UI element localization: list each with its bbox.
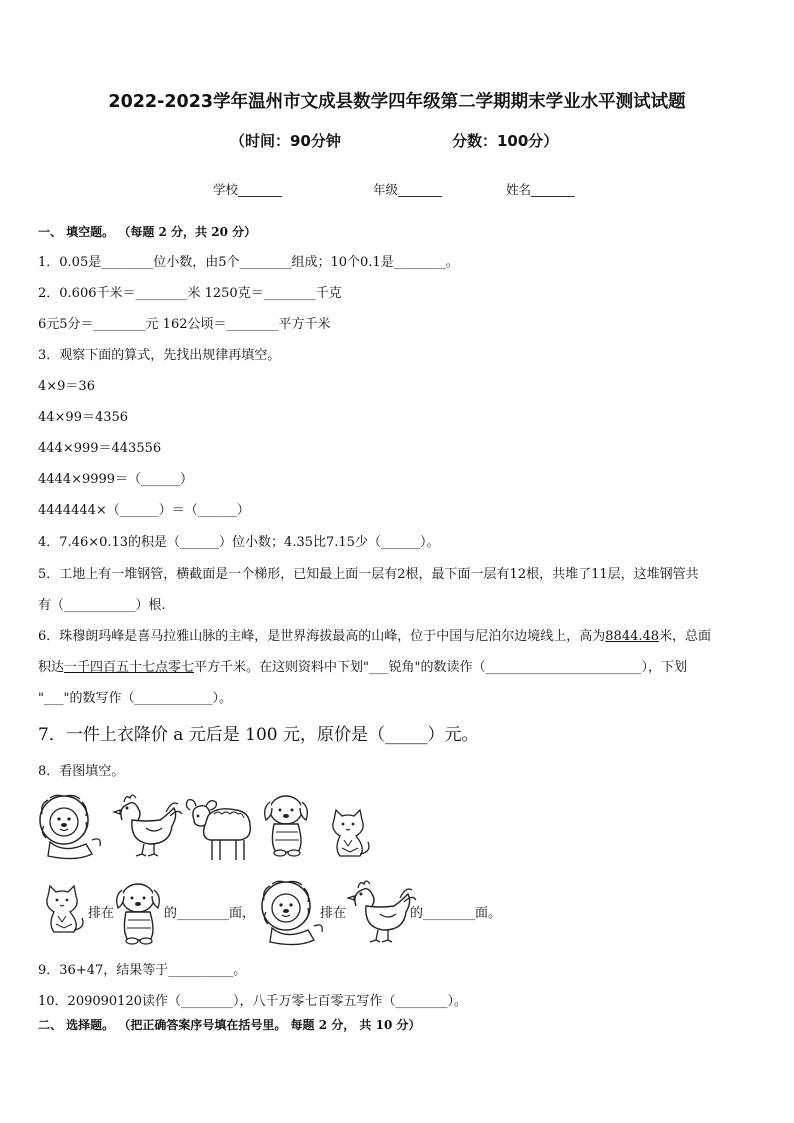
cat-icon: [40, 884, 88, 936]
question-1: 1．0.05是________位小数，由5个________组成；10个0.1是________。: [38, 255, 459, 270]
pai-zai-label-1: 排在: [88, 906, 115, 921]
everest-height: 8844.48: [605, 629, 660, 644]
question-2-line-1: 2．0.606千米＝________米 1250克＝________千克: [38, 286, 342, 301]
question-8: 8．看图填空。: [38, 764, 125, 779]
question-3: 3．观察下面的算式，先找出规律再填空。: [38, 348, 281, 363]
question-6-text-2: 米，总面: [659, 629, 712, 644]
question-6-text-4: 平方千米。在这则资料中下划"___锐角"的数读作（________________________），下划: [194, 660, 687, 675]
question-3-equation-5: 4444444×（______）＝（______）: [38, 503, 250, 518]
question-6-line-2: [38, 656, 687, 675]
question-3-equation-3: 444×999＝443556: [38, 441, 162, 456]
everest-area: 一千四百五十七点零七: [64, 660, 195, 675]
question-6-line-3: "___"的数写作（____________）。: [38, 691, 232, 706]
exam-time: （时间：90分钟: [230, 132, 341, 150]
question-4: 4．7.46×0.13的积是（______）位小数；4.35比7.15少（______）。: [38, 535, 440, 550]
question-6-line-1: [38, 625, 711, 644]
dog-icon: [112, 876, 166, 948]
question-3-equation-1: 4×9＝36: [38, 379, 95, 394]
section-2-heading: 二、 选择题。 （把正确答案序号填在括号里。 每题 2 分， 共 10 分）: [38, 1018, 421, 1032]
question-5-line-1: 5．工地上有一堆钢管，横截面是一个梯形，已知最上面一层有2根，最下面一层有12根，共堆了11层，这堆钢管共: [38, 567, 699, 582]
chicken-icon: [346, 876, 418, 946]
lion-icon: [258, 878, 328, 950]
cat-icon: [326, 808, 374, 860]
question-3-equation-4: 4444×9999＝（______）: [38, 472, 194, 487]
school-field[interactable]: 学校_______: [213, 182, 282, 197]
question-7: 7．一件上衣降价 a 元后是 100 元，原价是（_____）元。: [38, 725, 479, 745]
section-1-heading: 一、 填空题。 （每题 2 分，共 20 分）: [38, 225, 257, 239]
question-9: 9．36+47，结果等于__________。: [38, 963, 247, 978]
question-3-equation-2: 44×99＝4356: [38, 410, 129, 425]
question-6-text-1: 6．珠穆朗玛峰是喜马拉雅山脉的主峰，是世界海拔最高的山峰，位于中国与尼泊尔边境线上，高为: [38, 629, 606, 644]
name-field[interactable]: 姓名_______: [506, 182, 575, 197]
question-10: 10．209090120读作（________），八千万零七百零五写作（________）。: [38, 994, 467, 1009]
sheep-icon: [180, 794, 254, 864]
exam-score: 分数：100分）: [452, 132, 559, 150]
question-2-line-2: 6元5分＝________元 162公顷＝________平方千米: [38, 317, 331, 332]
lion-icon: [36, 792, 106, 864]
question-6-text-3: 积达: [38, 660, 65, 675]
answer-blank-1: 的________面，: [164, 906, 256, 921]
page-title: 2022-2023学年温州市文成县数学四年级第二学期期末学业水平测试试题: [108, 92, 686, 112]
grade-field[interactable]: 年级_______: [373, 182, 442, 197]
chicken-icon: [112, 790, 184, 860]
dog-icon: [260, 788, 314, 860]
pai-zai-label-2: 排在: [320, 906, 347, 921]
answer-blank-2: 的________面。: [410, 906, 502, 921]
question-5-line-2: 有（___________）根.: [38, 598, 166, 613]
